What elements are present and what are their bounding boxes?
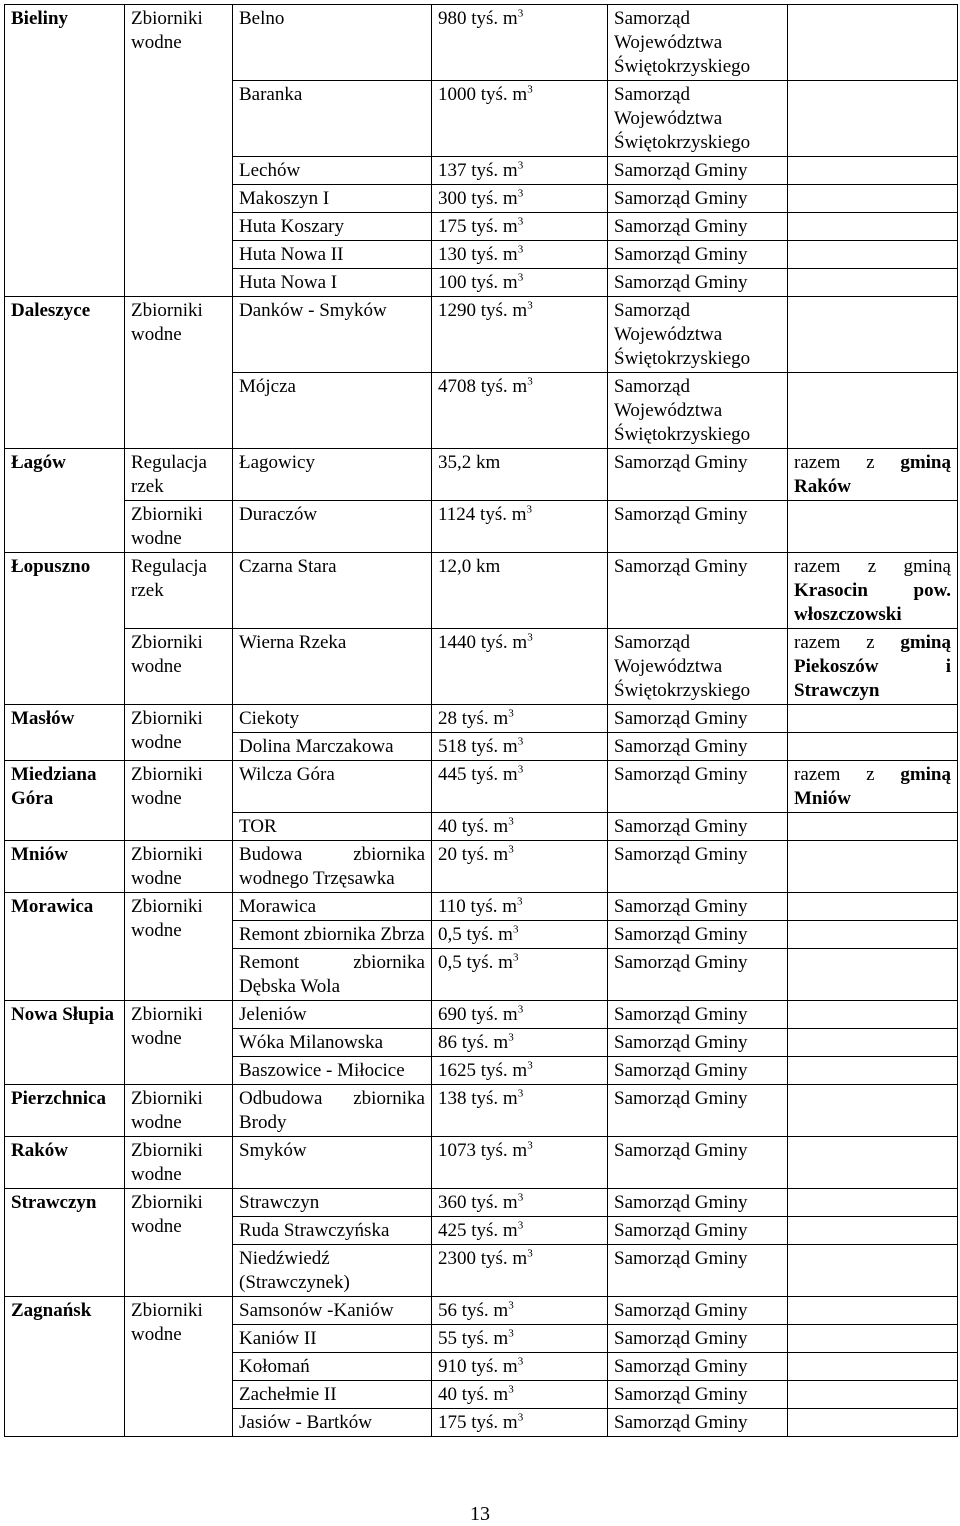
financing-cell: Samorząd Gminy bbox=[608, 761, 788, 813]
type-cell: Zbiorniki wodne bbox=[125, 893, 233, 1001]
unit-exponent: 3 bbox=[517, 1087, 524, 1100]
financing-cell: Samorząd Gminy bbox=[608, 1245, 788, 1297]
table-row bbox=[5, 553, 958, 629]
volume-cell bbox=[432, 1297, 608, 1325]
financing-cell: Samorząd Gminy bbox=[608, 1217, 788, 1245]
object-cell: Danków - Smyków bbox=[233, 297, 432, 373]
object-cell: Wilcza Góra bbox=[233, 761, 432, 813]
type-cell: Regulacja rzek bbox=[125, 553, 233, 629]
type-cell: Zbiorniki wodne bbox=[125, 297, 233, 449]
gmina-cell: Łagów bbox=[5, 449, 125, 553]
object-cell: Wierna Rzeka bbox=[233, 629, 432, 705]
volume-value: 690 tyś. m bbox=[438, 1004, 518, 1025]
object-cell: Dolina Marczakowa bbox=[233, 733, 432, 761]
type-cell: Zbiorniki wodne bbox=[125, 1297, 233, 1437]
unit-exponent: 3 bbox=[517, 215, 524, 228]
object-cell: Kołomań bbox=[233, 1353, 432, 1381]
object-cell: Duraczów bbox=[233, 501, 432, 553]
object-cell: Jeleniów bbox=[233, 1001, 432, 1029]
financing-cell: Samorząd Gminy bbox=[608, 501, 788, 553]
unit-exponent: 3 bbox=[508, 1327, 514, 1340]
notes-cell bbox=[788, 1057, 958, 1085]
volume-value: 910 tyś. m bbox=[438, 1356, 518, 1377]
financing-cell: Samorząd Gminy bbox=[608, 1189, 788, 1217]
volume-value: 425 tyś. m bbox=[438, 1220, 518, 1241]
notes-cell bbox=[788, 1325, 958, 1353]
volume-value: 1290 tyś. m bbox=[438, 300, 528, 321]
page-number: 13 bbox=[470, 1503, 490, 1525]
volume-cell bbox=[432, 705, 608, 733]
volume-cell bbox=[432, 297, 608, 373]
object-cell: Remont zbiornika Zbrza bbox=[233, 921, 432, 949]
unit-exponent: 3 bbox=[517, 895, 523, 908]
table-row bbox=[5, 841, 958, 893]
table-row bbox=[5, 449, 958, 501]
gmina-cell: Bieliny bbox=[5, 5, 125, 297]
volume-cell bbox=[432, 1029, 608, 1057]
gmina-cell: Strawczyn bbox=[5, 1189, 125, 1297]
notes-cell bbox=[788, 269, 958, 297]
object-cell: Samsonów -Kaniów bbox=[233, 1297, 432, 1325]
volume-value: 28 tyś. m bbox=[438, 708, 509, 729]
volume-value: 40 tyś. m bbox=[438, 816, 509, 837]
volume-value: 110 tyś. m bbox=[438, 896, 517, 917]
unit-exponent: 3 bbox=[508, 1031, 514, 1044]
gmina-cell: Pierzchnica bbox=[5, 1085, 125, 1137]
investments-table bbox=[4, 4, 958, 1437]
object-cell: Budowa zbiornika wodnego Trzęsawka bbox=[233, 841, 432, 893]
table-row bbox=[5, 1137, 958, 1189]
object-cell: Makoszyn I bbox=[233, 185, 432, 213]
object-cell: Baranka bbox=[233, 81, 432, 157]
object-cell: Smyków bbox=[233, 1137, 432, 1189]
unit-exponent: 3 bbox=[508, 843, 514, 856]
gmina-cell: Morawica bbox=[5, 893, 125, 1001]
notes-cell bbox=[788, 893, 958, 921]
table-row bbox=[5, 501, 958, 553]
volume-cell bbox=[432, 629, 608, 705]
object-cell: Ruda Strawczyńska bbox=[233, 1217, 432, 1245]
unit-exponent: 3 bbox=[517, 1355, 524, 1368]
object-cell: Łagowicy bbox=[233, 449, 432, 501]
financing-cell: Samorząd Gminy bbox=[608, 1085, 788, 1137]
notes-cell bbox=[788, 185, 958, 213]
volume-value: 12,0 km bbox=[438, 556, 501, 577]
notes-cell bbox=[788, 1085, 958, 1137]
financing-cell: Samorząd Gminy bbox=[608, 213, 788, 241]
notes-cell bbox=[788, 501, 958, 553]
volume-cell bbox=[432, 1409, 608, 1437]
notes-text: razem z bbox=[794, 764, 875, 785]
financing-cell: Samorząd Gminy bbox=[608, 553, 788, 629]
unit-exponent: 3 bbox=[517, 187, 524, 200]
financing-cell: Samorząd Województwa Świętokrzyskiego bbox=[608, 5, 788, 81]
volume-value: 35,2 km bbox=[438, 452, 501, 473]
unit-exponent: 3 bbox=[527, 1247, 533, 1260]
notes-cell bbox=[788, 157, 958, 185]
volume-value: 1625 tyś. m bbox=[438, 1060, 528, 1081]
object-cell: Ciekoty bbox=[233, 705, 432, 733]
volume-value: 137 tyś. m bbox=[438, 160, 518, 181]
volume-cell bbox=[432, 241, 608, 269]
volume-cell bbox=[432, 1353, 608, 1381]
notes-cell bbox=[788, 81, 958, 157]
object-cell: Kaniów II bbox=[233, 1325, 432, 1353]
notes-cell bbox=[788, 629, 958, 705]
unit-exponent: 3 bbox=[512, 951, 519, 964]
object-cell: Jasiów - Bartków bbox=[233, 1409, 432, 1437]
volume-value: 1124 tyś. m bbox=[438, 504, 527, 525]
unit-exponent: 3 bbox=[526, 503, 532, 516]
volume-value: 360 tyś. m bbox=[438, 1192, 518, 1213]
unit-exponent: 3 bbox=[517, 159, 524, 172]
volume-value: 175 tyś. m bbox=[438, 216, 518, 237]
financing-cell: Samorząd Gminy bbox=[608, 157, 788, 185]
type-cell: Zbiorniki wodne bbox=[125, 1085, 233, 1137]
notes-cell bbox=[788, 5, 958, 81]
type-cell: Zbiorniki wodne bbox=[125, 1189, 233, 1297]
unit-exponent: 3 bbox=[517, 243, 524, 256]
unit-exponent: 3 bbox=[517, 1191, 524, 1204]
object-cell: Zachełmie II bbox=[233, 1381, 432, 1409]
notes-text: razem z gminą bbox=[794, 556, 951, 577]
volume-cell bbox=[432, 373, 608, 449]
volume-cell bbox=[432, 733, 608, 761]
financing-cell: Samorząd Gminy bbox=[608, 1001, 788, 1029]
volume-cell bbox=[432, 449, 608, 501]
volume-cell bbox=[432, 269, 608, 297]
notes-cell bbox=[788, 297, 958, 373]
volume-cell bbox=[432, 501, 608, 553]
notes-cell bbox=[788, 1353, 958, 1381]
unit-exponent: 3 bbox=[517, 1411, 524, 1424]
financing-cell: Samorząd Gminy bbox=[608, 185, 788, 213]
type-cell: Zbiorniki wodne bbox=[125, 841, 233, 893]
volume-cell bbox=[432, 1001, 608, 1029]
unit-exponent: 3 bbox=[527, 375, 533, 388]
notes-cell bbox=[788, 1245, 958, 1297]
volume-cell bbox=[432, 185, 608, 213]
volume-value: 980 tyś. m bbox=[438, 8, 518, 29]
table-row bbox=[5, 1001, 958, 1029]
financing-cell: Samorząd Gminy bbox=[608, 1381, 788, 1409]
volume-cell bbox=[432, 949, 608, 1001]
table-row bbox=[5, 761, 958, 813]
notes-cell bbox=[788, 241, 958, 269]
gmina-cell: Masłów bbox=[5, 705, 125, 761]
object-cell: Huta Nowa I bbox=[233, 269, 432, 297]
financing-cell: Samorząd Gminy bbox=[608, 449, 788, 501]
table-row bbox=[5, 297, 958, 373]
gmina-cell: Mniów bbox=[5, 841, 125, 893]
volume-cell bbox=[432, 841, 608, 893]
financing-cell: Samorząd Gminy bbox=[608, 269, 788, 297]
volume-cell bbox=[432, 1057, 608, 1085]
financing-cell: Samorząd Województwa Świętokrzyskiego bbox=[608, 81, 788, 157]
financing-cell: Samorząd Gminy bbox=[608, 841, 788, 893]
unit-exponent: 3 bbox=[527, 631, 533, 644]
volume-value: 130 tyś. m bbox=[438, 244, 518, 265]
volume-value: 56 tyś. m bbox=[438, 1300, 509, 1321]
gmina-cell: Raków bbox=[5, 1137, 125, 1189]
financing-cell: Samorząd Gminy bbox=[608, 921, 788, 949]
volume-cell bbox=[432, 1217, 608, 1245]
notes-text: razem z bbox=[794, 632, 875, 653]
volume-cell bbox=[432, 1325, 608, 1353]
notes-cell bbox=[788, 705, 958, 733]
volume-cell bbox=[432, 1085, 608, 1137]
notes-cell bbox=[788, 1381, 958, 1409]
volume-cell bbox=[432, 157, 608, 185]
object-cell: Remont zbiornika Dębska Wola bbox=[233, 949, 432, 1001]
notes-cell bbox=[788, 373, 958, 449]
volume-value: 0,5 tyś. m bbox=[438, 924, 513, 945]
volume-value: 300 tyś. m bbox=[438, 188, 518, 209]
unit-exponent: 3 bbox=[517, 7, 524, 20]
unit-exponent: 3 bbox=[527, 1059, 533, 1072]
unit-exponent: 3 bbox=[512, 923, 519, 936]
object-cell: Czarna Stara bbox=[233, 553, 432, 629]
financing-cell: Samorząd Gminy bbox=[608, 893, 788, 921]
object-cell: TOR bbox=[233, 813, 432, 841]
object-cell: Odbudowa zbiornika Brody bbox=[233, 1085, 432, 1137]
notes-cell bbox=[788, 213, 958, 241]
volume-cell bbox=[432, 761, 608, 813]
gmina-cell: Łopuszno bbox=[5, 553, 125, 705]
volume-value: 445 tyś. m bbox=[438, 764, 518, 785]
notes-cell bbox=[788, 1217, 958, 1245]
notes-cell bbox=[788, 1409, 958, 1437]
type-cell: Zbiorniki wodne bbox=[125, 5, 233, 297]
type-cell: Zbiorniki wodne bbox=[125, 501, 233, 553]
financing-cell: Samorząd Gminy bbox=[608, 1353, 788, 1381]
financing-cell: Samorząd Gminy bbox=[608, 1297, 788, 1325]
financing-cell: Samorząd Gminy bbox=[608, 813, 788, 841]
notes-cell bbox=[788, 449, 958, 501]
object-cell: Lechów bbox=[233, 157, 432, 185]
object-cell: Huta Koszary bbox=[233, 213, 432, 241]
notes-cell bbox=[788, 1189, 958, 1217]
table-row bbox=[5, 1085, 958, 1137]
volume-cell bbox=[432, 1381, 608, 1409]
volume-value: 86 tyś. m bbox=[438, 1032, 509, 1053]
table-row bbox=[5, 1297, 958, 1325]
financing-cell: Samorząd Gminy bbox=[608, 705, 788, 733]
notes-cell bbox=[788, 761, 958, 813]
object-cell: Mójcza bbox=[233, 373, 432, 449]
notes-cell bbox=[788, 949, 958, 1001]
notes-cell bbox=[788, 733, 958, 761]
gmina-cell: Zagnańsk bbox=[5, 1297, 125, 1437]
notes-cell bbox=[788, 1001, 958, 1029]
notes-cell bbox=[788, 841, 958, 893]
volume-value: 1000 tyś. m bbox=[438, 84, 528, 105]
object-cell: Belno bbox=[233, 5, 432, 81]
notes-cell bbox=[788, 813, 958, 841]
table-row bbox=[5, 893, 958, 921]
financing-cell: Samorząd Województwa Świętokrzyskiego bbox=[608, 373, 788, 449]
volume-value: 175 tyś. m bbox=[438, 1412, 518, 1433]
financing-cell: Samorząd Gminy bbox=[608, 1137, 788, 1189]
volume-value: 1073 tyś. m bbox=[438, 1140, 528, 1161]
unit-exponent: 3 bbox=[517, 1003, 524, 1016]
volume-cell bbox=[432, 1245, 608, 1297]
notes-cell bbox=[788, 1297, 958, 1325]
financing-cell: Samorząd Gminy bbox=[608, 241, 788, 269]
financing-cell: Samorząd Gminy bbox=[608, 1029, 788, 1057]
gmina-cell: Miedziana Góra bbox=[5, 761, 125, 841]
volume-value: 2300 tyś. m bbox=[438, 1248, 528, 1269]
volume-value: 20 tyś. m bbox=[438, 844, 509, 865]
financing-cell: Samorząd Gminy bbox=[608, 1057, 788, 1085]
volume-cell bbox=[432, 1189, 608, 1217]
unit-exponent: 3 bbox=[527, 1139, 533, 1152]
table-row bbox=[5, 629, 958, 705]
financing-cell: Samorząd Gminy bbox=[608, 733, 788, 761]
notes-partner: gminą Raków bbox=[794, 452, 951, 497]
volume-cell bbox=[432, 81, 608, 157]
volume-cell bbox=[432, 813, 608, 841]
volume-value: 4708 tyś. m bbox=[438, 376, 528, 397]
type-cell: Zbiorniki wodne bbox=[125, 1001, 233, 1085]
financing-cell: Samorząd Gminy bbox=[608, 949, 788, 1001]
table-row bbox=[5, 1189, 958, 1217]
type-cell: Zbiorniki wodne bbox=[125, 1137, 233, 1189]
object-cell: Morawica bbox=[233, 893, 432, 921]
volume-value: 518 tyś. m bbox=[438, 736, 518, 757]
type-cell: Regulacja rzek bbox=[125, 449, 233, 501]
unit-exponent: 3 bbox=[517, 1219, 524, 1232]
volume-value: 40 tyś. m bbox=[438, 1384, 509, 1405]
object-cell: Baszowice - Miłocice bbox=[233, 1057, 432, 1085]
type-cell: Zbiorniki wodne bbox=[125, 629, 233, 705]
financing-cell: Samorząd Gminy bbox=[608, 1325, 788, 1353]
object-cell: Wóka Milanowska bbox=[233, 1029, 432, 1057]
volume-cell bbox=[432, 553, 608, 629]
notes-text: razem z bbox=[794, 452, 875, 473]
volume-cell bbox=[432, 893, 608, 921]
table-row bbox=[5, 705, 958, 733]
volume-value: 1440 tyś. m bbox=[438, 632, 528, 653]
type-cell: Zbiorniki wodne bbox=[125, 761, 233, 841]
unit-exponent: 3 bbox=[527, 299, 533, 312]
notes-cell bbox=[788, 921, 958, 949]
volume-cell bbox=[432, 5, 608, 81]
notes-cell bbox=[788, 553, 958, 629]
financing-cell: Samorząd Województwa Świętokrzyskiego bbox=[608, 629, 788, 705]
gmina-cell: Nowa Słupia bbox=[5, 1001, 125, 1085]
type-cell: Zbiorniki wodne bbox=[125, 705, 233, 761]
object-cell: Strawczyn bbox=[233, 1189, 432, 1217]
volume-value: 55 tyś. m bbox=[438, 1328, 509, 1349]
notes-cell bbox=[788, 1137, 958, 1189]
unit-exponent: 3 bbox=[508, 1383, 514, 1396]
unit-exponent: 3 bbox=[508, 1299, 514, 1312]
volume-cell bbox=[432, 921, 608, 949]
object-cell: Huta Nowa II bbox=[233, 241, 432, 269]
financing-cell: Samorząd Województwa Świętokrzyskiego bbox=[608, 297, 788, 373]
unit-exponent: 3 bbox=[508, 815, 514, 828]
volume-cell bbox=[432, 213, 608, 241]
unit-exponent: 3 bbox=[517, 735, 524, 748]
unit-exponent: 3 bbox=[517, 271, 524, 284]
object-cell: Niedźwiedź (Strawczynek) bbox=[233, 1245, 432, 1297]
volume-cell bbox=[432, 1137, 608, 1189]
unit-exponent: 3 bbox=[508, 707, 514, 720]
unit-exponent: 3 bbox=[527, 83, 533, 96]
table-body bbox=[5, 5, 958, 1437]
notes-cell bbox=[788, 1029, 958, 1057]
financing-cell: Samorząd Gminy bbox=[608, 1409, 788, 1437]
notes-partner: gminą Piekoszów i Strawczyn bbox=[794, 632, 951, 701]
table-row bbox=[5, 5, 958, 81]
volume-value: 100 tyś. m bbox=[438, 272, 518, 293]
unit-exponent: 3 bbox=[517, 763, 524, 776]
volume-value: 138 tyś. m bbox=[438, 1088, 518, 1109]
volume-value: 0,5 tyś. m bbox=[438, 952, 513, 973]
notes-partner: Krasocin pow. włoszczowski bbox=[794, 580, 951, 625]
notes-partner: gminą Mniów bbox=[794, 764, 951, 809]
gmina-cell: Daleszyce bbox=[5, 297, 125, 449]
